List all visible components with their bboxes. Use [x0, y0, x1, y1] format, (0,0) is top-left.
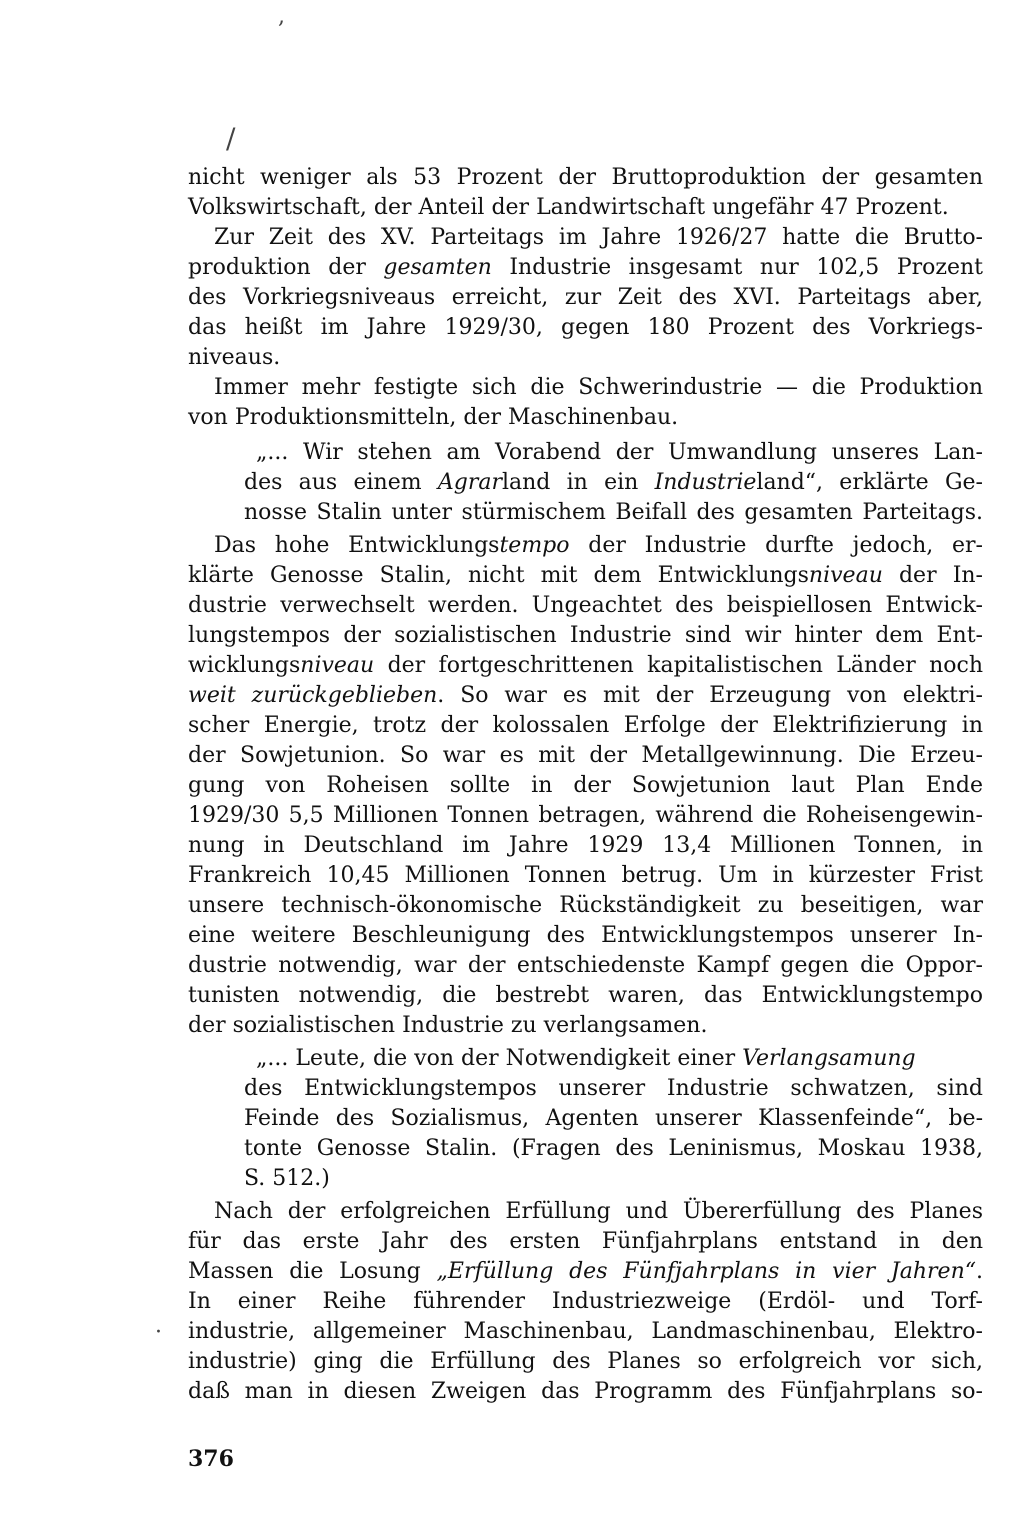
text-line: des Vorkriegsniveaus erreicht, zur Zeit des XVI. Parteitags aber, — [188, 285, 983, 310]
text-line: für das erste Jahr des ersten Fünfjahrplans entstand in den — [188, 1229, 983, 1254]
text-line: gung von Roheisen sollte in der Sowjetunion laut Plan Ende — [188, 773, 983, 798]
text-line: eine weitere Beschleunigung des Entwicklungstempos unserer In- — [188, 923, 983, 948]
text-line: von Produktionsmitteln, der Maschinenbau. — [188, 405, 679, 430]
page-number: 376 — [188, 1446, 234, 1472]
quote-line: tonte Genosse Stalin. (Fragen des Leninismus, Moskau 1938, — [244, 1136, 983, 1161]
quote-line: S. 512.) — [244, 1166, 330, 1191]
text-line: dustrie notwendig, war der entschiedenste Kampf gegen die Oppor- — [188, 953, 983, 978]
text-line: daß man in diesen Zweigen das Programm des Fünfjahrplans so- — [188, 1379, 983, 1404]
text-line: tunisten notwendig, die bestrebt waren, das Entwicklungstempo — [188, 983, 983, 1008]
text-line: In einer Reihe führender Industriezweige (Erdöl- und Torf- — [188, 1289, 983, 1314]
text-line: 1929/30 5,5 Millionen Tonnen betragen, während die Roheisengewin- — [188, 803, 983, 828]
text-line: Das hohe Entwicklungstempo der Industrie durfte jedoch, er- — [214, 533, 983, 558]
stray-mark: , — [278, 4, 285, 29]
text-line: Volkswirtschaft, der Anteil der Landwirtschaft ungefähr 47 Prozent. — [188, 195, 949, 220]
text-line: Massen die Losung „Erfüllung des Fünfjahrplans in vier Jahren“. — [188, 1259, 983, 1284]
text-line: Nach der erfolgreichen Erfüllung und Übererfüllung des Planes — [214, 1199, 983, 1224]
text-line: nicht weniger als 53 Prozent der Bruttoproduktion der gesamten — [188, 165, 983, 190]
quote-line: des aus einem Agrarland in ein Industrieland“, erklärte Ge- — [244, 470, 983, 495]
quote-line: Feinde des Sozialismus, Agenten unserer Klassenfeinde“, be- — [244, 1106, 983, 1131]
stray-mark: / — [226, 122, 236, 155]
quote-line: „... Wir stehen am Vorabend der Umwandlung unseres Lan- — [256, 440, 983, 465]
text-line: unsere technisch-ökonomische Rückständigkeit zu beseitigen, war — [188, 893, 983, 918]
text-line: industrie) ging die Erfüllung des Planes so erfolgreich vor sich, — [188, 1349, 983, 1374]
text-line: produktion der gesamten Industrie insgesamt nur 102,5 Prozent — [188, 255, 983, 280]
text-line: scher Energie, trotz der kolossalen Erfolge der Elektrifizierung in — [188, 713, 983, 738]
quote-line: des Entwicklungstempos unserer Industrie schwatzen, sind — [244, 1076, 983, 1101]
text-line: niveaus. — [188, 345, 281, 370]
text-line: klärte Genosse Stalin, nicht mit dem Entwicklungsniveau der In- — [188, 563, 983, 588]
quote-line: „... Leute, die von der Notwendigkeit einer Verlangsamung — [256, 1046, 916, 1071]
text-line: wicklungsniveau der fortgeschrittenen kapitalistischen Länder noch — [188, 653, 983, 678]
text-line: Frankreich 10,45 Millionen Tonnen betrug. Um in kürzester Frist — [188, 863, 983, 888]
quote-line: nosse Stalin unter stürmischem Beifall des gesamten Parteitags. — [244, 500, 983, 525]
text-line: der Sowjetunion. So war es mit der Metallgewinnung. Die Erzeu- — [188, 743, 983, 768]
text-line: nung in Deutschland im Jahre 1929 13,4 Millionen Tonnen, in — [188, 833, 983, 858]
text-line: Zur Zeit des XV. Parteitags im Jahre 1926/27 hatte die Brutto- — [214, 225, 983, 250]
text-line: industrie, allgemeiner Maschinenbau, Landmaschinenbau, Elektro- — [188, 1319, 983, 1344]
stray-mark: · — [155, 1320, 162, 1345]
text-line: Immer mehr festigte sich die Schwerindustrie — die Produktion — [214, 375, 983, 400]
text-line: lungstempos der sozialistischen Industrie sind wir hinter dem Ent- — [188, 623, 983, 648]
text-line: weit zurückgeblieben. So war es mit der Erzeugung von elektri- — [188, 683, 983, 708]
text-line: das heißt im Jahre 1929/30, gegen 180 Prozent des Vorkriegs- — [188, 315, 983, 340]
text-line: dustrie verwechselt werden. Ungeachtet des beispiellosen Entwick- — [188, 593, 983, 618]
text-line: der sozialistischen Industrie zu verlangsamen. — [188, 1013, 708, 1038]
